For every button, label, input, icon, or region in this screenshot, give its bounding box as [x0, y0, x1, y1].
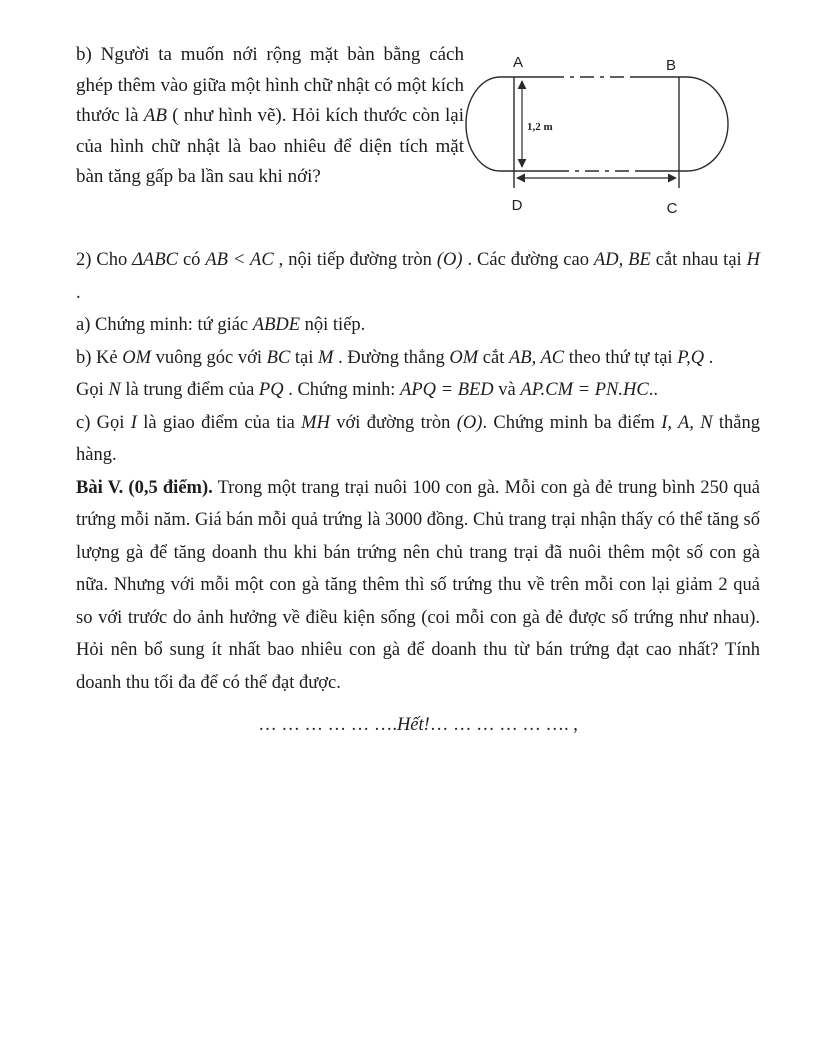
text-run: Hết!: [396, 715, 430, 735]
problem-5: [76, 472, 760, 700]
problems-body: [76, 244, 760, 742]
table-figure: [455, 45, 775, 220]
problem-2-part-c: [76, 407, 760, 472]
figure-label-c: C: [666, 200, 678, 217]
text-run: Trong một trang trại nuôi 100 con gà. Mỗi con gà đẻ trung bình 250 quả trứng mỗi năm. Giá bán mỗi quả trứng là 3000 đồng. Chủ trang trại nhận thấy có thể tăng số lượng gà để tăng doanh thu khi bán trứng nên chủ trang trại đã nuôi thêm một số con gà nữa. Nhưng với mỗi một con gà tăng thêm thì số trứng thu về trên mỗi con lại giảm 2 quả so với trước do ảnh hưởng về điều kiện sống (coi mỗi con gà đẻ được số trứng như nhau). Hỏi nên bổ sung ít nhất bao nhiêu con gà để doanh thu từ bán trứng đạt cao nhất? Tính doanh thu tối đa để có thể đạt được.: [76, 477, 760, 693]
text-run: vuông góc với: [151, 347, 267, 368]
text-run: b) Người ta muốn nới rộng mặt bàn bằng cách ghép thêm vào giữa một hình chữ nhật có một kích thước là: [76, 44, 464, 126]
text-run: M: [318, 347, 334, 368]
text-run: có: [177, 250, 206, 270]
figure-label-a: A: [512, 54, 524, 71]
text-run: AP.CM = PN.HC: [520, 380, 649, 400]
problem-4b-paragraph: [76, 40, 464, 193]
stadium-right-arc: [687, 77, 728, 171]
text-run: ( như hình vẽ). Hỏi kích thước còn lại của hình chữ nhật là bao nhiêu để diện tích mặt bàn tăng gấp ba lần sau khi nới?: [76, 105, 464, 187]
text-run: ..: [648, 380, 658, 400]
text-run: .: [704, 347, 714, 368]
text-run: AD, BE: [593, 250, 651, 270]
text-run: APQ = BED: [400, 380, 494, 400]
text-run: là giao điểm của tia: [136, 412, 302, 433]
text-run: . Chứng minh:: [283, 380, 401, 400]
text-run: AB: [143, 105, 168, 126]
text-run: thẳng hàng.: [76, 412, 760, 465]
text-run: b) Kẻ: [76, 347, 123, 368]
text-run: là trung điểm của: [120, 380, 259, 400]
text-run: . Đường thẳng: [333, 347, 450, 368]
text-run: I, A, N: [661, 412, 713, 433]
problem-2-intro: [76, 244, 760, 309]
text-run: với đường tròn: [329, 412, 457, 433]
text-run: và: [493, 380, 521, 400]
text-run: . Các đường cao: [462, 250, 594, 270]
text-run: cắt nhau tại: [650, 250, 747, 270]
figure-label-d: D: [511, 197, 523, 214]
text-run: .: [76, 282, 81, 303]
text-run: a) Chứng minh: tứ giác: [76, 315, 253, 335]
figure-label-b: B: [665, 57, 677, 74]
text-run: AB < AC: [205, 250, 274, 270]
table-extension-diagram: [455, 45, 775, 220]
text-run: OM: [449, 347, 479, 368]
text-run: PQ: [258, 380, 284, 400]
text-run: tại: [290, 347, 319, 368]
text-run: Bài V. (0,5 điểm).: [76, 477, 213, 498]
text-run: BC: [266, 347, 291, 368]
text-run: ABDE: [252, 315, 301, 335]
stadium-left-arc: [466, 77, 500, 171]
text-run: (O): [456, 412, 483, 433]
text-run: MH: [301, 412, 330, 433]
problem-2-part-a: [76, 309, 760, 342]
text-run: … … … … … ….: [258, 715, 397, 735]
text-run: nội tiếp.: [300, 315, 366, 335]
text-run: theo thứ tự tại: [564, 347, 678, 368]
text-run: , nội tiếp đường tròn: [273, 250, 437, 270]
text-run: P,Q: [677, 347, 705, 368]
text-run: . Chứng minh ba điểm: [482, 412, 662, 433]
problem-2-part-b: [76, 342, 760, 375]
text-run: H: [746, 250, 761, 270]
problem-2-part-b-continued: [76, 374, 760, 407]
text-run: AB, AC: [508, 347, 565, 368]
text-run: Gọi: [76, 380, 109, 400]
text-run: (O): [436, 250, 463, 270]
text-run: OM: [122, 347, 152, 368]
text-run: cắt: [478, 347, 509, 368]
text-run: I: [130, 412, 137, 433]
text-run: … … … … … …. ,: [429, 715, 578, 735]
text-run: 2) Cho: [76, 250, 133, 270]
figure-dimension-label: 1,2 m: [527, 121, 553, 133]
end-marker: [76, 709, 760, 742]
text-run: c) Gọi: [76, 412, 131, 433]
text-run: N: [108, 380, 121, 400]
text-run: ΔABC: [132, 250, 178, 270]
